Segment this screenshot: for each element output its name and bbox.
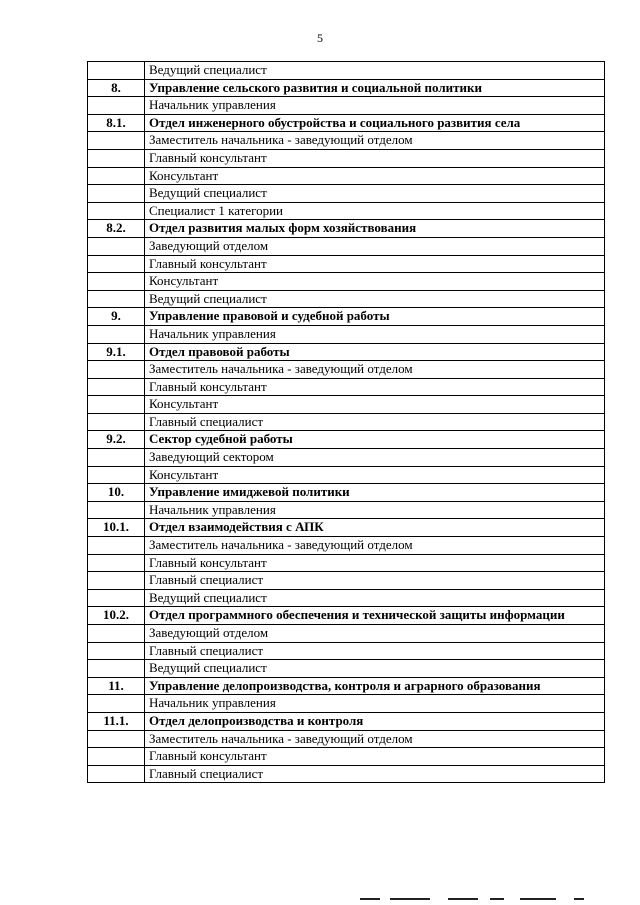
section-number: 10.2. xyxy=(88,607,145,625)
section-title: Управление правовой и судебной работы xyxy=(145,308,605,326)
section-heading-row xyxy=(88,343,605,361)
position-row xyxy=(88,537,605,555)
position-row xyxy=(88,255,605,273)
section-title: Управление сельского развития и социальной политики xyxy=(145,79,605,97)
position-row xyxy=(88,501,605,519)
section-title: Управление делопроизводства, контроля и аграрного образования xyxy=(145,677,605,695)
section-heading-row xyxy=(88,677,605,695)
section-number xyxy=(88,572,145,590)
position-title: Главный консультант xyxy=(145,149,605,167)
section-heading-row xyxy=(88,431,605,449)
position-title: Заместитель начальника - заведующий отделом xyxy=(145,537,605,555)
section-number xyxy=(88,202,145,220)
position-row xyxy=(88,695,605,713)
section-title: Отдел развития малых форм хозяйствования xyxy=(145,220,605,238)
section-heading-row xyxy=(88,79,605,97)
position-row xyxy=(88,290,605,308)
section-number xyxy=(88,378,145,396)
section-number xyxy=(88,537,145,555)
section-number xyxy=(88,730,145,748)
position-title: Ведущий специалист xyxy=(145,185,605,203)
position-title: Специалист 1 категории xyxy=(145,202,605,220)
position-title: Заместитель начальника - заведующий отделом xyxy=(145,361,605,379)
position-title: Главный специалист xyxy=(145,413,605,431)
section-number xyxy=(88,149,145,167)
position-title: Консультант xyxy=(145,167,605,185)
section-heading-row xyxy=(88,114,605,132)
section-number xyxy=(88,625,145,643)
section-number: 8.1. xyxy=(88,114,145,132)
section-heading-row xyxy=(88,484,605,502)
staff-table xyxy=(87,61,605,783)
position-row xyxy=(88,449,605,467)
section-title: Отдел инженерного обустройства и социального развития села xyxy=(145,114,605,132)
position-row xyxy=(88,361,605,379)
position-title: Заведующий сектором xyxy=(145,449,605,467)
position-row xyxy=(88,273,605,291)
section-number xyxy=(88,132,145,150)
position-title: Заведующий отделом xyxy=(145,625,605,643)
page-number: 5 xyxy=(317,31,323,45)
position-title: Главный специалист xyxy=(145,572,605,590)
position-row xyxy=(88,237,605,255)
position-title: Заместитель начальника - заведующий отделом xyxy=(145,132,605,150)
position-row xyxy=(88,589,605,607)
section-title: Отдел программного обеспечения и технической защиты информации xyxy=(145,607,605,625)
position-row xyxy=(88,149,605,167)
section-number xyxy=(88,273,145,291)
section-number xyxy=(88,660,145,678)
section-number: 11.1. xyxy=(88,712,145,730)
section-number: 8. xyxy=(88,79,145,97)
section-number xyxy=(88,413,145,431)
position-row xyxy=(88,730,605,748)
scan-artifact-marks xyxy=(360,898,600,901)
position-row xyxy=(88,97,605,115)
section-heading-row xyxy=(88,308,605,326)
position-title: Ведущий специалист xyxy=(145,589,605,607)
position-row xyxy=(88,185,605,203)
position-title: Начальник управления xyxy=(145,695,605,713)
position-row xyxy=(88,325,605,343)
position-row xyxy=(88,642,605,660)
section-number xyxy=(88,589,145,607)
section-number xyxy=(88,237,145,255)
position-title: Консультант xyxy=(145,273,605,291)
section-number: 8.2. xyxy=(88,220,145,238)
section-number xyxy=(88,748,145,766)
position-title: Заведующий отделом xyxy=(145,237,605,255)
position-title: Главный консультант xyxy=(145,554,605,572)
position-row xyxy=(88,748,605,766)
position-title: Ведущий специалист xyxy=(145,660,605,678)
section-heading-row xyxy=(88,220,605,238)
section-number xyxy=(88,396,145,414)
section-number xyxy=(88,695,145,713)
section-title: Отдел делопроизводства и контроля xyxy=(145,712,605,730)
section-number xyxy=(88,97,145,115)
section-number: 9.2. xyxy=(88,431,145,449)
position-row xyxy=(88,572,605,590)
position-row xyxy=(88,466,605,484)
section-number: 9.1. xyxy=(88,343,145,361)
position-title: Начальник управления xyxy=(145,97,605,115)
position-title: Главный консультант xyxy=(145,378,605,396)
section-number xyxy=(88,361,145,379)
section-number xyxy=(88,642,145,660)
section-number xyxy=(88,325,145,343)
section-title: Управление имиджевой политики xyxy=(145,484,605,502)
section-number xyxy=(88,554,145,572)
position-title: Консультант xyxy=(145,396,605,414)
section-number xyxy=(88,501,145,519)
position-row xyxy=(88,202,605,220)
position-row xyxy=(88,396,605,414)
staff-table-body xyxy=(88,62,605,783)
section-title: Отдел взаимодействия с АПК xyxy=(145,519,605,537)
position-title: Главный специалист xyxy=(145,765,605,783)
section-number xyxy=(88,185,145,203)
section-number xyxy=(88,449,145,467)
section-heading-row xyxy=(88,712,605,730)
section-title: Сектор судебной работы xyxy=(145,431,605,449)
position-row xyxy=(88,132,605,150)
section-number xyxy=(88,765,145,783)
position-row xyxy=(88,765,605,783)
section-number xyxy=(88,62,145,80)
section-number xyxy=(88,255,145,273)
section-number: 11. xyxy=(88,677,145,695)
position-row xyxy=(88,660,605,678)
position-title: Ведущий специалист xyxy=(145,290,605,308)
position-row xyxy=(88,554,605,572)
position-title: Ведущий специалист xyxy=(145,62,605,80)
section-number xyxy=(88,290,145,308)
section-number xyxy=(88,167,145,185)
position-title: Главный консультант xyxy=(145,748,605,766)
position-title: Начальник управления xyxy=(145,501,605,519)
position-row xyxy=(88,62,605,80)
section-title: Отдел правовой работы xyxy=(145,343,605,361)
position-title: Главный консультант xyxy=(145,255,605,273)
position-title: Главный специалист xyxy=(145,642,605,660)
section-number: 10. xyxy=(88,484,145,502)
section-number: 9. xyxy=(88,308,145,326)
section-number xyxy=(88,466,145,484)
position-row xyxy=(88,167,605,185)
section-number: 10.1. xyxy=(88,519,145,537)
position-row xyxy=(88,413,605,431)
section-heading-row xyxy=(88,607,605,625)
section-heading-row xyxy=(88,519,605,537)
position-title: Заместитель начальника - заведующий отделом xyxy=(145,730,605,748)
position-title: Начальник управления xyxy=(145,325,605,343)
position-row xyxy=(88,378,605,396)
position-row xyxy=(88,625,605,643)
position-title: Консультант xyxy=(145,466,605,484)
